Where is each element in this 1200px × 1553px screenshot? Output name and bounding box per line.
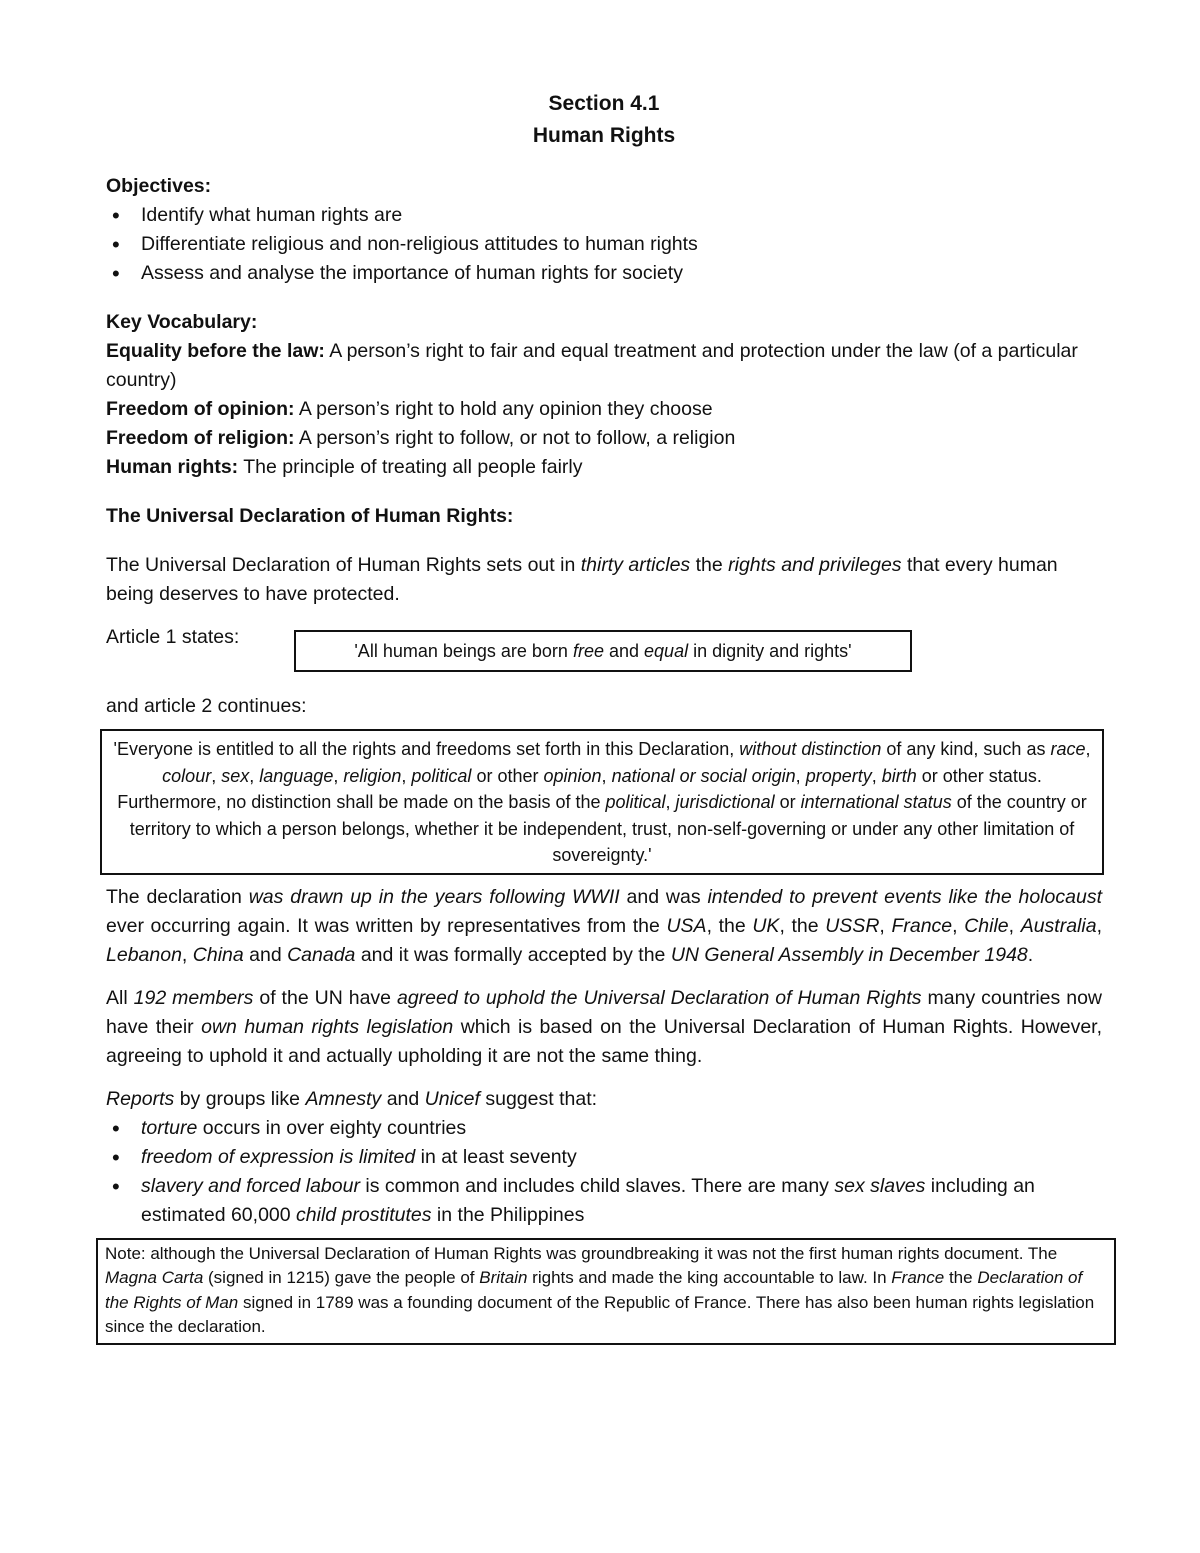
note-box	[96, 1238, 1116, 1345]
text-run: Note: although the Universal Declaration of Human Rights was groundbreaking it was not the first human rights document. The	[105, 1243, 1058, 1263]
udhr-heading: The Universal Declaration of Human Rights:	[106, 505, 514, 527]
text-run: ,	[795, 765, 806, 786]
emphasis-text: equal	[644, 641, 689, 661]
text-run: ever occurring again. It was written by representatives from the	[106, 914, 667, 937]
text-run: in dignity and rights'	[688, 641, 852, 661]
emphasis-text: jurisdictional	[675, 792, 775, 812]
text-run: which is based on the Universal Declaration of Human Rights. However, agreeing to uphold it and actually upholding it are not the same thing.	[106, 1015, 1102, 1067]
text-run: signed in 1789 was a founding document of the Republic of France. There has also been human rights legislation since the declaration.	[105, 1292, 1095, 1336]
emphasis-text: child prostitutes	[296, 1203, 432, 1226]
vocab-term: Freedom of opinion:	[106, 398, 295, 420]
text-run: rights and made the king accountable to law. In	[527, 1268, 892, 1287]
text-run: and was	[619, 885, 708, 908]
emphasis-text: China	[192, 943, 244, 966]
emphasis-text: UN General Assembly in December 1948	[670, 943, 1028, 966]
text-run: that every human being deserves to have protected.	[106, 554, 1058, 605]
emphasis-text: France	[891, 1268, 945, 1287]
text-run: , the	[706, 914, 753, 937]
vocab-definition: A person’s right to fair and equal treatment and protection under the law (of a particular country)	[106, 340, 1078, 391]
emphasis-text: political	[411, 765, 472, 786]
vocab-term: Human rights:	[106, 456, 239, 478]
article2-label: and article 2 continues:	[106, 695, 307, 717]
emphasis-text: agreed to uphold the Universal Declaration of Human Rights	[396, 986, 922, 1009]
objective-item: • Assess and analyse the importance of human rights for society	[106, 259, 1102, 288]
emphasis-text: Unicef	[424, 1087, 480, 1110]
section-number: Section 4.1	[548, 92, 660, 115]
udhr-intro-paragraph	[106, 551, 1102, 609]
text-run: occurs in over eighty countries	[197, 1116, 467, 1139]
text-run: All	[106, 986, 134, 1009]
text-run: ,	[879, 914, 892, 937]
text-run: ,	[181, 943, 193, 966]
emphasis-text: political	[605, 792, 666, 812]
emphasis-text: slavery and forced labour	[141, 1174, 360, 1197]
article1-label: Article 1 states:	[106, 626, 240, 648]
text-run: and it was formally accepted by the	[355, 943, 671, 966]
text-run: ,	[601, 765, 612, 786]
emphasis-text: language	[259, 765, 334, 786]
vocab-entry	[106, 424, 1102, 453]
vocab-definition: A person’s right to hold any opinion they choose	[294, 398, 713, 420]
document-content	[106, 88, 1102, 1345]
text-run: is common and includes child slaves. There are many	[359, 1174, 835, 1197]
objective-item: • Differentiate religious and non-religious attitudes to human rights	[106, 230, 1102, 259]
text-run: and	[603, 641, 645, 661]
emphasis-text: France	[891, 914, 953, 937]
text-run: ,	[1096, 914, 1102, 937]
emphasis-text: international status	[800, 792, 952, 812]
emphasis-text: torture	[141, 1116, 198, 1139]
objective-item: • Identify what human rights are	[106, 201, 1102, 230]
report-item	[106, 1143, 1102, 1172]
text-run: ,	[401, 765, 412, 786]
emphasis-text: opinion	[543, 765, 602, 786]
members-paragraph	[106, 984, 1102, 1071]
article1-quote-box	[294, 630, 912, 672]
article2-quote-box	[100, 729, 1104, 875]
text-run: of the UN have	[253, 986, 397, 1009]
emphasis-text: UK	[752, 914, 780, 937]
emphasis-text: national or social origin	[611, 765, 796, 786]
emphasis-text: Canada	[287, 943, 356, 966]
text-run: many countries now have their	[106, 986, 1102, 1038]
emphasis-text: Australia	[1020, 914, 1097, 937]
emphasis-text: property	[805, 765, 872, 786]
text-run: 'Everyone is entitled to all the rights and freedoms set forth in this Declaration,	[113, 739, 740, 759]
text-run: ,	[211, 765, 222, 786]
history-paragraph	[106, 883, 1102, 970]
vocab-definition: A person’s right to follow, or not to follow, a religion	[294, 427, 736, 449]
text-run: in the Philippines	[431, 1203, 585, 1226]
report-item	[106, 1172, 1102, 1230]
emphasis-text: USSR	[825, 914, 880, 937]
vocab-entry	[106, 395, 1102, 424]
vocabulary-heading: Key Vocabulary:	[106, 311, 258, 333]
text-run: or other	[471, 765, 544, 786]
emphasis-text: Magna Carta	[105, 1268, 204, 1287]
text-run: ,	[665, 792, 676, 812]
vocab-entry	[106, 337, 1102, 395]
page-title: Human Rights	[532, 124, 676, 147]
emphasis-text: Reports	[106, 1087, 175, 1110]
emphasis-text: USA	[666, 914, 707, 937]
text-run: by groups like	[174, 1087, 306, 1110]
text-run: .	[1027, 943, 1034, 966]
text-run: or other status. Furthermore, no distinction shall be made on the basis of the	[117, 765, 1042, 812]
text-run: the	[690, 554, 729, 576]
text-run: suggest that:	[479, 1087, 598, 1110]
emphasis-text: birth	[881, 765, 917, 786]
text-run: , the	[779, 914, 826, 937]
text-run: ,	[1085, 739, 1091, 759]
text-run: (signed in 1215) gave the people of	[203, 1268, 480, 1287]
emphasis-text: sex	[221, 765, 250, 786]
emphasis-text: free	[572, 641, 604, 661]
emphasis-text: Declaration of the Rights of Man	[105, 1268, 1083, 1312]
emphasis-text: Amnesty	[305, 1087, 382, 1110]
emphasis-text: rights and privileges	[728, 554, 902, 576]
text-run: of the country or territory to which a person belongs, whether it be independent, trust, non-self-governing or under any other limitation of sovereignty.'	[129, 792, 1087, 865]
text-run: or	[774, 792, 801, 812]
emphasis-text: without distinction	[739, 739, 882, 759]
emphasis-text: religion	[343, 765, 402, 786]
reports-list	[106, 1114, 1102, 1230]
text-run: and	[243, 943, 288, 966]
objectives-heading: Objectives:	[106, 175, 212, 197]
vocab-entry	[106, 453, 1102, 482]
reports-lead	[106, 1085, 1102, 1114]
emphasis-text: intended to prevent events like the holocaust	[707, 885, 1102, 908]
text-run: in at least seventy	[415, 1145, 577, 1168]
emphasis-text: was drawn up in the years following WWII	[248, 885, 620, 908]
vocab-term: Freedom of religion:	[106, 427, 295, 449]
emphasis-text: freedom of expression is limited	[141, 1145, 416, 1168]
vocab-definition: The principle of treating all people fairly	[238, 456, 583, 478]
emphasis-text: 192 members	[133, 986, 254, 1009]
text-run: the	[944, 1268, 978, 1287]
text-run: and	[381, 1087, 425, 1110]
text-run: ,	[1008, 914, 1021, 937]
objectives-list	[106, 201, 1102, 288]
emphasis-text: colour	[162, 765, 212, 786]
vocab-term: Equality before the law:	[106, 340, 325, 362]
text-run: ,	[249, 765, 260, 786]
text-run: ,	[871, 765, 882, 786]
text-run: The declaration	[106, 885, 249, 908]
emphasis-text: Chile	[964, 914, 1009, 937]
text-run: The Universal Declaration of Human Rights sets out in	[106, 554, 581, 576]
emphasis-text: Britain	[479, 1268, 528, 1287]
emphasis-text: own human rights legislation	[201, 1015, 454, 1038]
text-run: 'All human beings are born	[354, 641, 573, 661]
text-run: of any kind, such as	[881, 739, 1051, 759]
text-run: including an estimated 60,000	[141, 1174, 1035, 1226]
text-run: ,	[952, 914, 965, 937]
emphasis-text: Lebanon	[106, 943, 182, 966]
emphasis-text: sex slaves	[834, 1174, 926, 1197]
text-run: ,	[333, 765, 344, 786]
emphasis-text: race	[1050, 739, 1086, 759]
emphasis-text: thirty articles	[580, 554, 691, 576]
report-item	[106, 1114, 1102, 1143]
